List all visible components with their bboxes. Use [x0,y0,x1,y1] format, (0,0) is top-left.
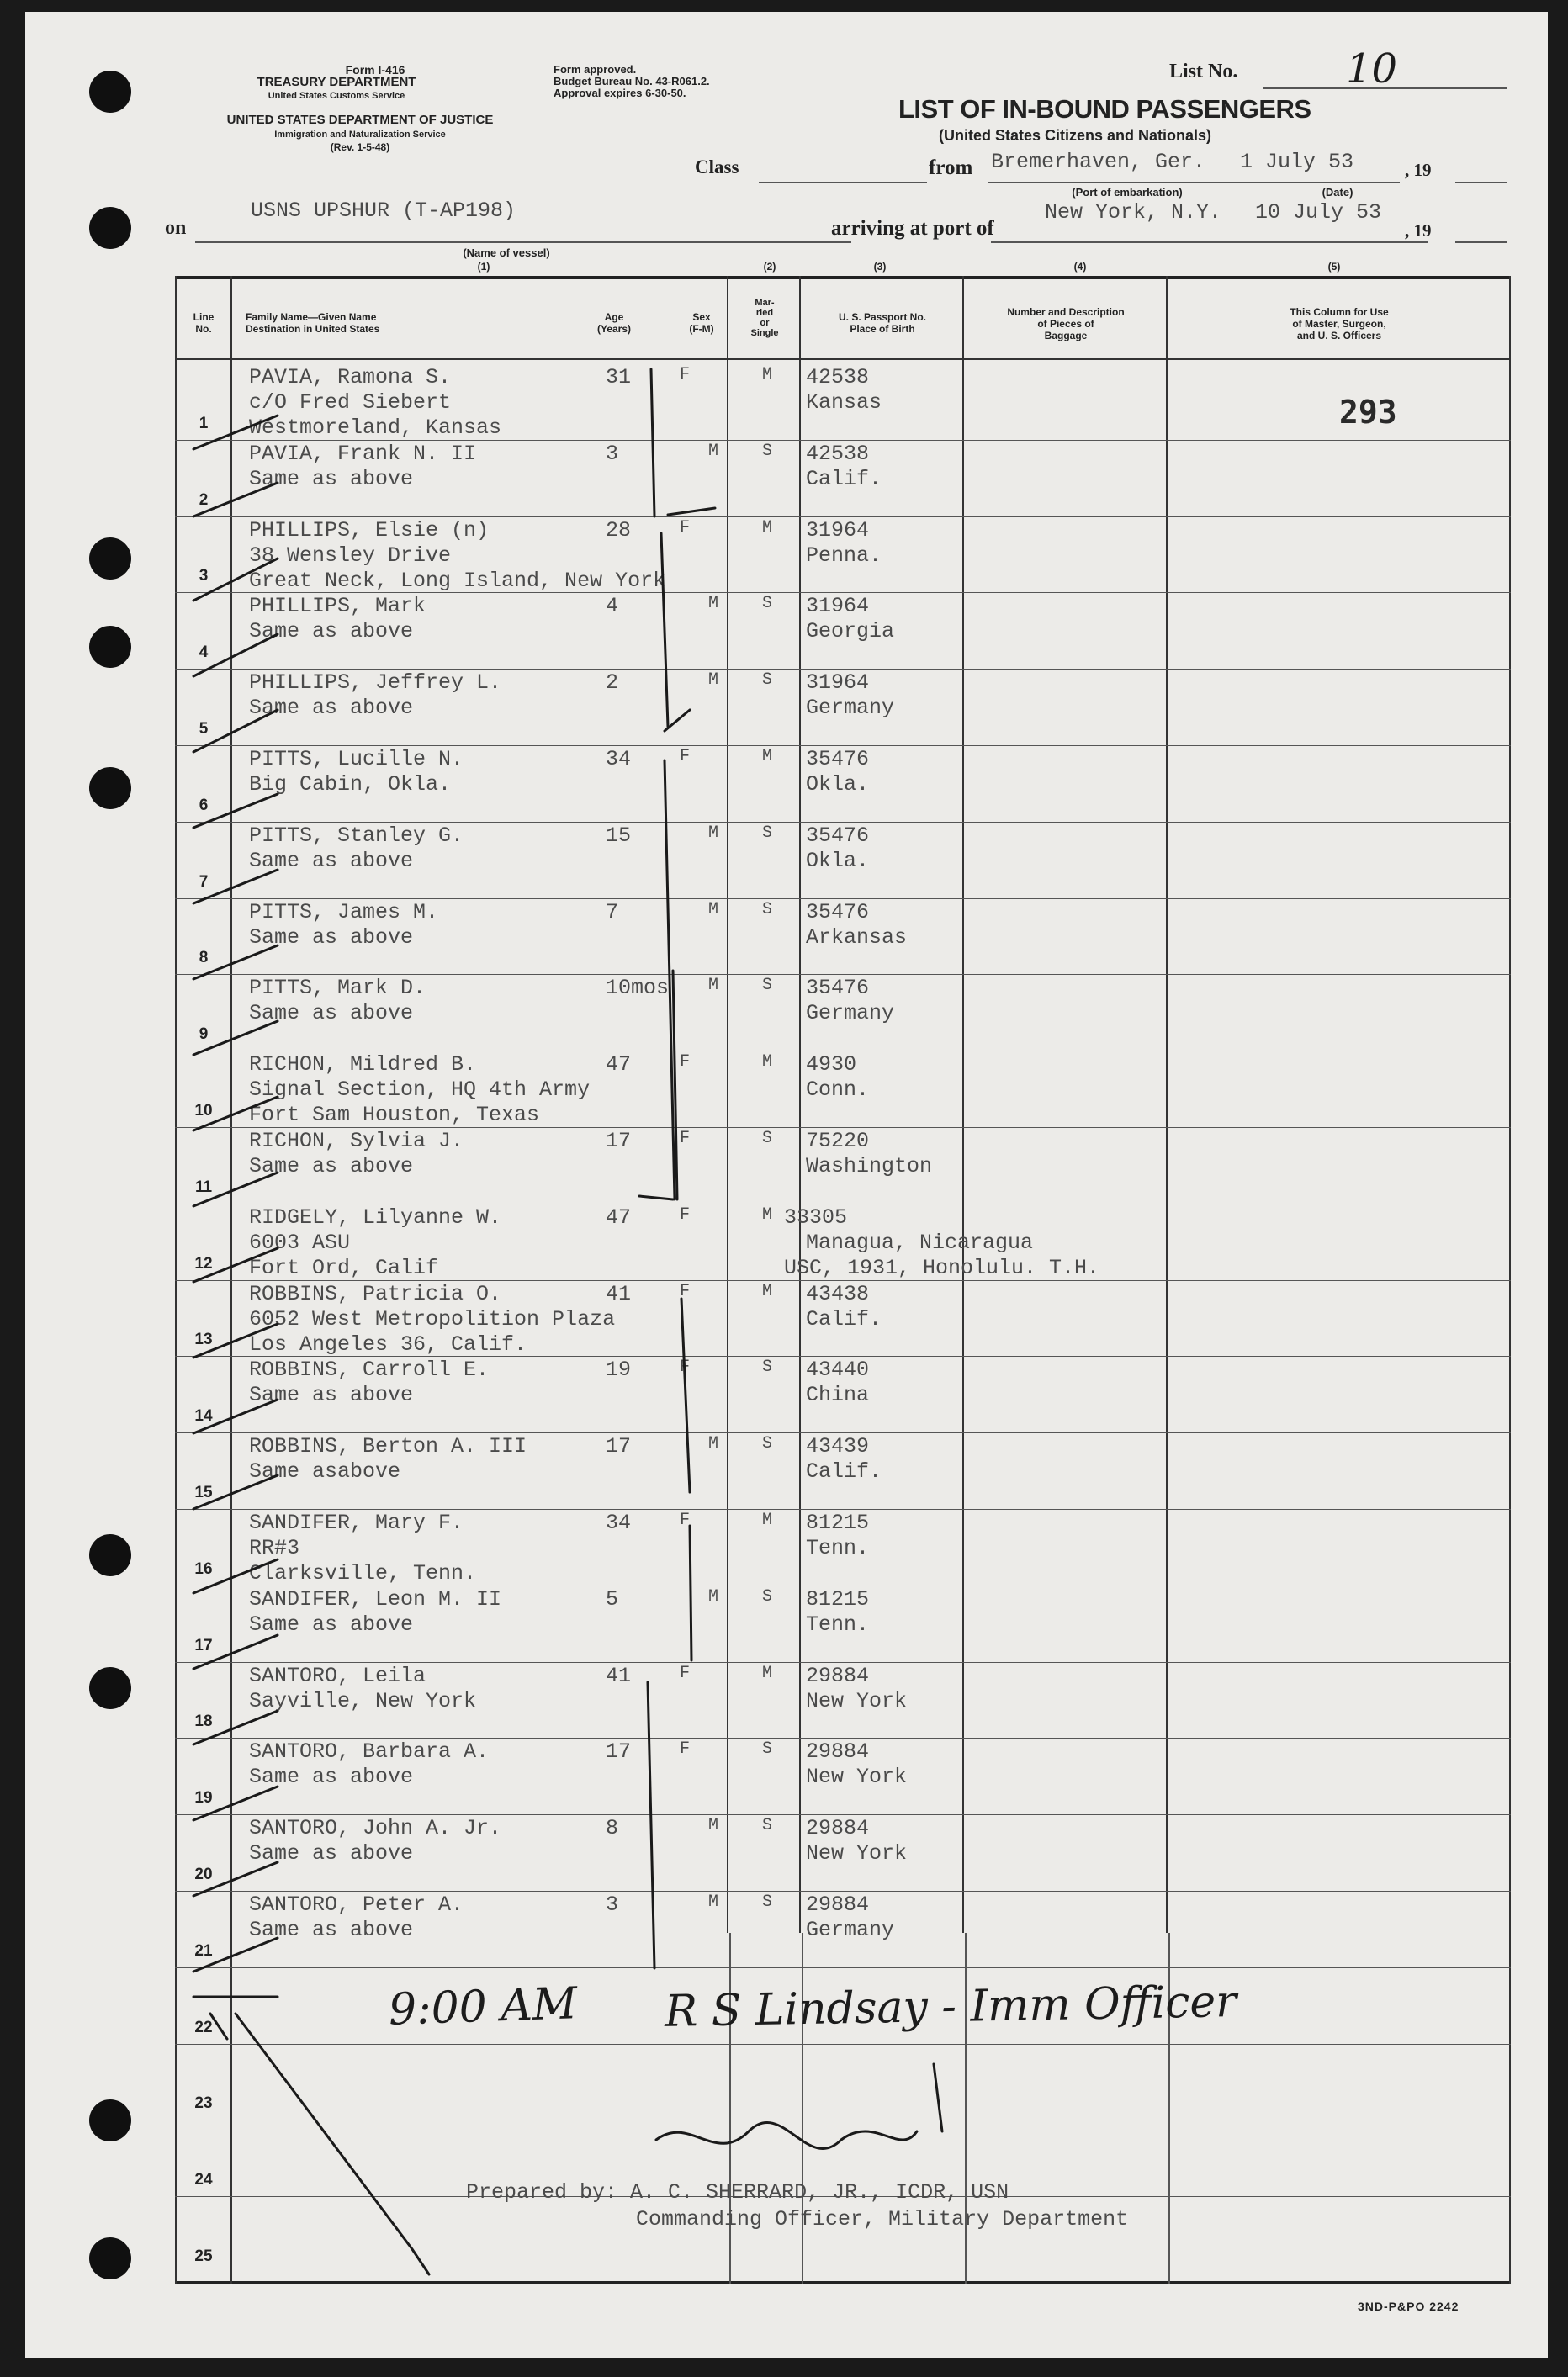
line-number: 18 [194,1713,213,1731]
row-divider [175,1738,1511,1739]
passenger-name-destination [249,1434,527,1485]
passport-number: 29884 [806,1739,870,1765]
passenger-name-destination [249,594,426,644]
passenger-age: 8 [606,1816,619,1841]
passenger-name: SANTORO, John A. Jr. [249,1816,502,1841]
place-of-birth: Okla. [806,772,870,797]
place-of-birth: Penna. [806,543,882,568]
passenger-name: SANTORO, Barbara A. [249,1739,490,1765]
passenger-age: 2 [606,670,619,696]
passenger-marital-status: S [762,1739,773,1760]
row-divider [175,1356,1511,1357]
punch-hole [89,1667,131,1709]
passenger-marital-status: S [762,670,773,691]
approval-expires: Approval expires 6-30-50. [554,87,686,99]
place-of-birth: New York [806,1688,908,1713]
year-label: , 19 [1405,160,1432,180]
passenger-sex: F [680,1129,691,1148]
customs-service: United States Customs Service [268,91,405,101]
passenger-age: 28 [606,517,632,543]
passenger-destination-line: RR#3 [249,1536,300,1560]
passenger-name-destination [249,976,426,1026]
passenger-marital-status: M [762,365,773,384]
passport-number: 35476 [806,976,870,1001]
passenger-age: 10mos [606,976,670,1001]
passport-birthplace [806,1587,869,1638]
passenger-destination-line: c/O Fred Siebert [249,390,452,415]
passenger-age: 3 [606,441,619,466]
line-number: 20 [194,1866,213,1883]
passenger-name-destination [249,670,501,721]
passenger-name: PITTS, Stanley G. [249,823,464,848]
passenger-name-destination [249,1205,501,1281]
col-header-baggage: Number and Description of Pieces of Baggage [1007,306,1125,341]
place-of-birth: Calif. [806,1306,882,1331]
passenger-sex: F [680,1052,691,1072]
line-number: 3 [199,567,209,585]
passenger-age: 7 [606,899,619,924]
passenger-name: RIDGELY, Lilyanne W. [249,1204,502,1230]
passport-number: 31964 [806,594,870,619]
passport-number: 81215 [806,1511,870,1535]
passenger-name: ROBBINS, Carroll E. [249,1358,490,1383]
passenger-name: PITTS, Lucille N. [249,747,464,771]
row-divider [175,1509,1511,1510]
passport-number: 42538 [806,365,870,389]
passenger-sex: F [680,365,691,384]
officer-note: 293 [1339,394,1397,431]
passenger-sex: M [708,1893,719,1912]
col-header-sex: Sex (F-M) [689,311,714,335]
passenger-name-destination [249,518,665,594]
year-label-2: , 19 [1405,220,1432,241]
passenger-age: 19 [606,1358,632,1383]
passenger-destination-line: Same as above [249,1001,414,1026]
punch-hole [89,207,131,249]
row-divider [175,1967,1511,1968]
row-divider [175,440,1511,441]
row-divider [175,592,1511,593]
passenger-name-destination [249,1129,464,1179]
passenger-destination-line: Same as above [249,1765,414,1790]
passenger-marital-status: S [762,1586,773,1607]
line-number: 5 [199,720,209,738]
passenger-sex: F [680,1511,691,1530]
passenger-name-destination [249,1893,464,1943]
line-number: 13 [194,1331,213,1349]
line-number: 2 [199,490,209,509]
passport-number: 35476 [806,899,870,924]
list-no-label: List No. [1169,61,1238,82]
passenger-name-destination [249,1739,489,1790]
passenger-destination-line: Same as above [249,924,414,950]
passenger-destination-line: Sayville, New York [249,1688,477,1713]
passport-number: 33305 [784,1204,848,1230]
col-header-passport: U. S. Passport No. Place of Birth [838,311,927,335]
place-of-birth: Georgia [806,619,895,644]
passenger-sex: M [708,594,719,614]
arrival-date: 10 July 53 [1255,200,1382,225]
place-of-birth: Germany [806,696,895,721]
line-number: 21 [194,1941,213,1960]
row-divider [175,2044,1511,2045]
line-number: 17 [194,1636,213,1654]
row-divider [175,898,1511,899]
passenger-name: SANTORO, Peter A. [249,1893,464,1917]
passenger-name: PITTS, James M. [249,899,439,924]
passenger-destination-line: Same as above [249,1154,414,1178]
passenger-name: PHILLIPS, Jeffrey L. [249,670,502,696]
column-number: (5) [1327,261,1341,273]
passenger-marital-status: S [762,1358,773,1378]
line-number: 9 [199,1025,209,1044]
treasury-dept: TREASURY DEPARTMENT [257,75,416,89]
passenger-name-destination [249,1358,489,1408]
passenger-marital-status: S [762,899,773,919]
passenger-marital-status: S [762,594,773,614]
punch-hole [89,626,131,668]
passenger-age: 17 [606,1434,632,1459]
budget-bureau-no: Budget Bureau No. 43-R061.2. [554,75,710,87]
passenger-destination-line: Same as above [249,1841,414,1866]
passport-number: 29884 [806,1816,870,1841]
passenger-destination-line: Great Neck, Long Island, New York [249,568,666,593]
line-number: 19 [194,1789,213,1808]
passport-number: 43438 [806,1281,870,1306]
passenger-name-destination [249,900,438,950]
passenger-sex: M [708,976,719,996]
passport-number: 31964 [806,517,870,543]
handwritten-signoff: R S Lindsay - Imm Officer [664,1977,1237,2037]
passenger-name-destination [249,1816,501,1866]
col-header-married: Mar- ried or Single [750,298,779,338]
passenger-marital-status: S [762,1129,773,1148]
passenger-destination-line: Same as above [249,848,414,873]
passport-birthplace [806,670,894,721]
embarkation-date: 1 July 53 [1240,150,1354,174]
passenger-sex: F [680,1739,691,1760]
passenger-destination-line: Same as above [249,1383,414,1408]
place-of-birth: Kansas [806,390,882,415]
passport-birthplace [806,747,869,797]
revision-date: (Rev. 1-5-48) [330,141,390,153]
col-header-age: Age (Years) [596,311,632,335]
line-number: 23 [194,2094,213,2113]
passenger-name: SANTORO, Leila [249,1663,426,1688]
passport-number: 81215 [806,1586,870,1612]
prepared-title: Commanding Officer, Military Department [636,2207,1129,2231]
passenger-age: 41 [606,1281,632,1306]
place-of-birth: Germany [806,1001,895,1026]
passenger-age: 3 [606,1893,619,1917]
passenger-age: 17 [606,1739,632,1765]
passenger-age: 5 [606,1586,619,1612]
passenger-name: PHILLIPS, Elsie (n) [249,517,490,543]
place-of-birth: Tenn. [806,1536,870,1560]
passenger-destination-line: Same as above [249,1918,414,1942]
place-of-birth: Arkansas [806,924,908,950]
passenger-age: 4 [606,594,619,619]
on-label: on [165,217,187,239]
passenger-sex: M [708,441,719,461]
vessel-caption: (Name of vessel) [463,246,550,259]
row-divider [175,1891,1511,1892]
punch-hole [89,2237,131,2279]
passenger-name-destination [249,1282,615,1358]
line-number: 1 [199,414,209,432]
place-of-birth: Calif. [806,466,882,491]
form-number: Form I-416 [345,63,405,77]
passport-birthplace [806,976,894,1026]
passenger-destination-line: Same as above [249,696,414,721]
passenger-destination-line: Westmoreland, Kansas [249,416,502,440]
passenger-sex: F [680,1358,691,1378]
passenger-age: 47 [606,1204,632,1230]
passenger-marital-status: S [762,823,773,843]
place-of-birth: Okla. [806,848,870,873]
passenger-marital-status: S [762,1893,773,1912]
passport-birthplace [806,1816,907,1866]
col-header-name: Family Name—Given Name Destination in United States [246,311,380,335]
passenger-name-destination [249,747,464,797]
line-number: 12 [194,1254,213,1273]
line-number: 22 [194,2018,213,2036]
passenger-sex: F [680,747,691,766]
passport-number: 29884 [806,1663,870,1688]
passenger-marital-status: M [762,1663,773,1683]
line-number: 15 [194,1484,213,1501]
column-number: (4) [1073,261,1087,273]
passenger-marital-status: S [762,1434,773,1454]
passenger-name-destination [249,823,464,874]
from-label: from [929,156,973,179]
passenger-destination-line: Fort Sam Houston, Texas [249,1103,540,1128]
place-of-birth: New York [806,1765,908,1790]
passenger-destination-line: Fort Ord, Calif [249,1255,439,1280]
col-header-officers: This Column for Use of Master, Surgeon, and U. S. Officers [1290,306,1389,341]
passenger-marital-status: M [762,747,773,766]
passport-number: 43439 [806,1434,870,1459]
passenger-name-destination [249,442,476,492]
passport-number: 35476 [806,747,870,771]
line-number: 25 [194,2247,213,2265]
line-number: 10 [194,1102,213,1120]
passenger-age: 34 [606,1511,632,1535]
passport-birthplace [806,442,882,492]
passenger-sex: F [680,517,691,537]
row-divider [175,516,1511,517]
place-of-birth: China [806,1383,870,1408]
arriving-label: arriving at port of [831,217,994,240]
place-of-birth: New York [806,1841,908,1866]
passenger-marital-status: M [762,1511,773,1530]
passenger-destination-line: 38 Wensley Drive [249,543,452,568]
passenger-marital-status: M [762,1281,773,1301]
passenger-destination-line: Same as above [249,619,414,644]
passport-number: 29884 [806,1893,870,1917]
passenger-sex: M [708,1434,719,1454]
manifest-page [25,12,1548,2358]
passport-birthplace [806,1282,882,1332]
passport-number: 4930 [806,1052,857,1077]
place-of-birth: Managua, Nicaragua [806,1230,1034,1255]
passenger-destination-line: 6052 West Metropolition Plaza [249,1306,616,1331]
passenger-sex: M [708,1586,719,1607]
passport-birthplace [806,1129,932,1179]
passport-birthplace [806,1739,907,1790]
list-no-value: 10 [1346,45,1398,93]
passenger-marital-status: S [762,441,773,461]
passenger-age: 15 [606,823,632,848]
passenger-name-destination [249,365,501,441]
passenger-age: 17 [606,1129,632,1153]
column-number: (1) [477,261,490,273]
passenger-name-destination [249,1664,476,1714]
line-number: 7 [199,872,209,891]
passenger-destination-line: Big Cabin, Okla. [249,772,452,797]
passport-number: 75220 [806,1129,870,1153]
punch-hole [89,1534,131,1576]
row-divider [175,822,1511,823]
passport-birthplace [806,365,882,416]
passenger-sex: M [708,1816,719,1836]
passport-number: 42538 [806,441,870,466]
place-of-birth: Germany [806,1918,895,1942]
passenger-sex: M [708,899,719,919]
passport-birthplace [806,1893,894,1943]
column-number: (3) [873,261,887,273]
row-divider [175,1432,1511,1433]
line-number: 4 [199,643,209,662]
passenger-sex: F [680,1281,691,1301]
immigration-service: Immigration and Naturalization Service [274,130,446,140]
page-subtitle: (United States Citizens and Nationals) [939,127,1212,144]
col-header-line-no: Line No. [193,311,215,335]
passport-birthplace [806,1664,907,1714]
passport-birthplace [806,518,882,569]
passenger-name: SANDIFER, Mary F. [249,1511,464,1535]
line-number: 24 [194,2171,213,2189]
form-approved: Form approved. [554,63,637,76]
passport-birthplace [806,594,894,644]
prepared-by: Prepared by: A. C. SHERRARD, JR., ICDR, USN [466,2180,1009,2205]
passenger-destination-line: Same as above [249,466,414,491]
passenger-name: ROBBINS, Patricia O. [249,1281,502,1306]
vessel-name: USNS UPSHUR (T-AP198) [251,199,516,223]
class-label: Class [695,156,739,177]
passenger-sex: F [680,1663,691,1683]
row-divider [175,974,1511,975]
passenger-age: 41 [606,1663,632,1688]
passenger-age: 34 [606,747,632,771]
place-of-birth: Calif. [806,1459,882,1485]
passenger-destination-line: Clarksville, Tenn. [249,1561,477,1586]
passenger-destination-line: Same as above [249,1612,414,1637]
passport-birthplace [806,823,869,874]
passenger-destination-line: 6003 ASU [249,1230,351,1255]
place-of-birth: USC, 1931, Honolulu. T.H. [784,1255,1100,1280]
punch-hole [89,767,131,809]
arrival-port: New York, N.Y. [1045,200,1222,225]
page-title: LIST OF IN-BOUND PASSENGERS [898,94,1311,124]
passenger-destination-line: Same asabove [249,1459,401,1485]
passenger-marital-status: M [762,517,773,537]
line-number: 6 [199,796,209,814]
passport-number: 31964 [806,670,870,696]
passenger-marital-status: M [762,1052,773,1072]
passenger-name-destination [249,1587,501,1638]
row-divider [175,1662,1511,1663]
passenger-destination-line: Signal Section, HQ 4th Army [249,1077,591,1103]
row-divider [175,1280,1511,1281]
justice-dept: UNITED STATES DEPARTMENT OF JUSTICE [226,113,494,127]
row-divider [175,1814,1511,1815]
passenger-name: SANDIFER, Leon M. II [249,1586,502,1612]
passenger-sex: M [708,670,719,691]
passport-birthplace [806,1511,869,1561]
line-number: 11 [194,1178,213,1196]
date-caption: (Date) [1322,186,1353,199]
punch-hole [89,71,131,113]
handwritten-time: 9:00 AM [388,1978,579,2036]
line-number: 16 [194,1559,213,1578]
passenger-name: PHILLIPS, Mark [249,594,426,619]
passport-birthplace [806,1434,882,1485]
place-of-birth: Conn. [806,1077,870,1103]
row-divider [175,1127,1511,1128]
passenger-destination-line: Los Angeles 36, Calif. [249,1331,527,1357]
passenger-sex: M [708,823,719,843]
punch-hole [89,2099,131,2141]
passenger-marital-status: M [762,1204,773,1225]
passenger-age: 31 [606,365,632,389]
line-number: 8 [199,949,209,967]
passenger-marital-status: S [762,976,773,996]
column-number: (2) [763,261,776,273]
port-of-embarkation: Bremerhaven, Ger. [991,150,1206,174]
passenger-name: PAVIA, Ramona S. [249,365,452,389]
passenger-name: PITTS, Mark D. [249,976,426,1001]
punch-hole [89,537,131,580]
passport-birthplace [806,1052,869,1103]
passenger-name: ROBBINS, Berton A. III [249,1434,527,1459]
passenger-age: 47 [606,1052,632,1077]
passport-number: 43440 [806,1358,870,1383]
passenger-name: RICHON, Mildred B. [249,1052,477,1077]
passenger-name-destination [249,1511,476,1586]
passenger-name: PAVIA, Frank N. II [249,441,477,466]
line-number: 14 [194,1407,213,1426]
place-of-birth: Tenn. [806,1612,870,1637]
row-divider [175,669,1511,670]
row-divider [175,745,1511,746]
printer-code: 3ND-P&PO 2242 [1358,2300,1459,2313]
passenger-name-destination [249,1052,590,1128]
embarkation-caption: (Port of embarkation) [1072,186,1183,199]
place-of-birth: Washington [806,1154,933,1178]
passenger-name: RICHON, Sylvia J. [249,1129,464,1153]
passport-birthplace [806,900,907,950]
passport-birthplace [806,1358,869,1408]
passport-number: 35476 [806,823,870,848]
passenger-sex: F [680,1204,691,1225]
passenger-marital-status: S [762,1816,773,1836]
passport-birthplace [784,1205,1099,1281]
